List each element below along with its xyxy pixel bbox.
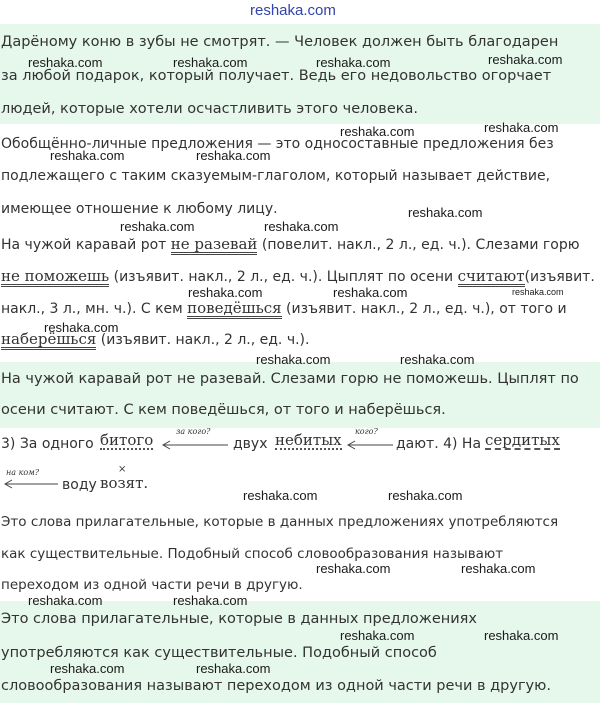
watermark: reshaka.com [388, 488, 463, 503]
text: (изъявит. накл., 2 л., ед. ч.). [96, 332, 310, 348]
arrow-left-icon [345, 440, 395, 450]
para1-line3: людей, которые хотели осчастливить этого человека. [1, 101, 419, 117]
word-vodu: воду [62, 477, 97, 493]
watermark: reshaka.com [28, 593, 103, 608]
watermark: reshaka.com [408, 205, 483, 220]
watermark: reshaka.com [333, 285, 408, 300]
para2-line3: имеющее отношение к любому лицу. [1, 201, 278, 217]
para7-line2: употребляются как существительные. Подобный способ [1, 645, 437, 661]
watermark: reshaka.com [188, 285, 263, 300]
para3-line1 [1, 236, 580, 255]
para4-line1: На чужой каравай рот не разевай. Слезами горю не поможешь. Цыплят по [1, 371, 579, 387]
para7-line3: словообразования называют переходом из одной части речи в другую. [1, 678, 551, 694]
watermark: reshaka.com [340, 124, 415, 139]
word-serdityh: сердитых [485, 431, 560, 449]
watermark: reshaka.com [50, 661, 125, 676]
text: накл., 3 л., мн. ч.). С кем [1, 301, 188, 317]
watermark: reshaka.com [196, 661, 271, 676]
text: (повелит. накл., 2 л., ед. ч.). Слезами горю [257, 237, 580, 253]
cross-mark: × [118, 464, 127, 475]
watermark: reshaka.com [196, 148, 271, 163]
watermark: reshaka.com [484, 120, 559, 135]
text: (изъявит. накл., 2 л., ед. ч.). Цыплят по осени [109, 269, 458, 285]
watermark: reshaka.com [488, 52, 563, 67]
watermark: reshaka.com [461, 561, 536, 576]
word-dayut: дают. 4) На [396, 436, 482, 452]
watermark: reshaka.com [44, 320, 119, 335]
site-title[interactable]: reshaka.com [250, 2, 336, 19]
watermark: reshaka.com [28, 55, 103, 70]
para2-line1: Обобщённо-личные предложения — это односоставные предложения без [1, 136, 554, 152]
predicate-naberyoshsya: наберёшься [1, 330, 97, 348]
watermark: reshaka.com [243, 488, 318, 503]
watermark: reshaka.com [50, 148, 125, 163]
watermark: reshaka.com [316, 55, 391, 70]
watermark: reshaka.com [316, 561, 391, 576]
item-number-3: 3) За одного [1, 436, 94, 452]
predicate-ne-pomozhesh: не поможешь [1, 267, 110, 285]
para1-line1: Дарёному коню в зубы не смотрят. — Человек должен быть благодарен [1, 34, 559, 50]
para3-line2 [1, 268, 595, 287]
predicate-ne-razevai: не разевай [170, 235, 258, 253]
para3-line3 [1, 300, 567, 319]
word-vozyat: возят. [100, 474, 149, 492]
para6-line1: Это слова прилагательные, которые в данных предложениях употребляются [1, 514, 559, 530]
watermark: reshaka.com [400, 352, 475, 367]
watermark: reshaka.com [264, 219, 339, 234]
para7-line1: Это слова прилагательные, которые в данных предложениях [1, 611, 477, 627]
watermark: reshaka.com [340, 628, 415, 643]
arrow-left-icon [2, 479, 60, 489]
text: (изъявит. накл., 2 л., ед. ч.), от того и [281, 301, 567, 317]
word-nebityh: небитых [275, 431, 342, 449]
watermark: reshaka.com [173, 593, 248, 608]
watermark: reshaka.com [484, 628, 559, 643]
watermark: reshaka.com [256, 352, 331, 367]
para1-line2: за любой подарок, который получает. Ведь его недовольство огорчает [1, 68, 552, 84]
para4-line2: осени считают. С кем поведёшься, от того и наберёшься. [1, 402, 446, 418]
text: На чужой каравай рот [1, 237, 171, 253]
predicate-schitayut: считают [457, 267, 525, 285]
arrow-left-icon [160, 440, 230, 450]
predicate-povedeshsya: поведёшься [187, 299, 282, 317]
para6-line3: переходом из одной части речи в другую. [1, 577, 303, 593]
text: (изъявит. [524, 269, 595, 285]
question-na-kom: на ком? [6, 468, 40, 477]
question-za-kogo: за кого? [176, 427, 211, 436]
word-dvuh: двух [233, 436, 268, 452]
watermark: reshaka.com [173, 55, 248, 70]
word-bitogo: битого [100, 431, 154, 449]
para6-line2: как существительные. Подобный способ словообразования называют [1, 546, 504, 562]
question-kogo: кого? [355, 427, 378, 436]
watermark: reshaka.com [512, 287, 564, 297]
para2-line2: подлежащего с таким сказуемым-глаголом, который называет действие, [1, 168, 551, 184]
watermark: reshaka.com [120, 219, 195, 234]
